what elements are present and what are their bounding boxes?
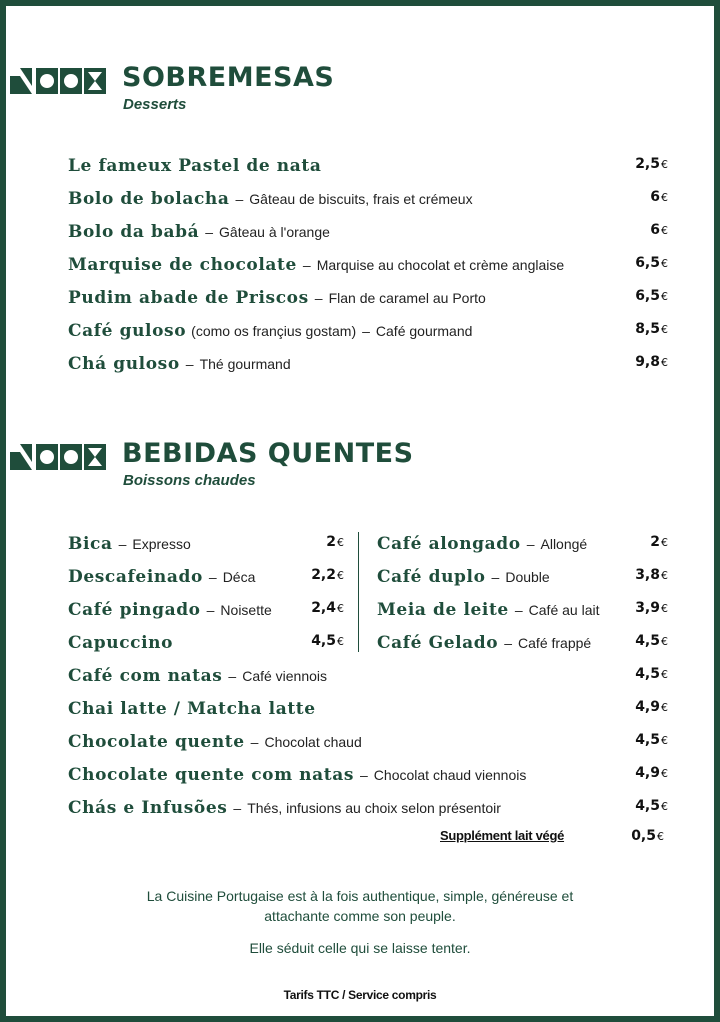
currency: € <box>337 536 344 549</box>
item-name: Café alongado <box>377 534 521 554</box>
menu-item <box>68 222 668 248</box>
item-separator: – <box>302 257 311 273</box>
azulejo-tiles-icon <box>10 444 106 470</box>
item-separator: – <box>235 191 244 207</box>
item-price <box>635 633 668 649</box>
price-value: 4,5 <box>635 732 660 748</box>
currency: € <box>337 602 344 615</box>
footer-tagline <box>66 886 654 926</box>
menu-item <box>377 633 668 659</box>
item-separator: – <box>526 536 535 552</box>
tarifs-note: Tarifs TTC / Service compris <box>283 988 437 1002</box>
price-value: 4,9 <box>635 765 660 781</box>
menu-item <box>68 732 668 758</box>
menu-item <box>68 288 668 314</box>
item-price <box>635 288 668 304</box>
currency: € <box>337 569 344 582</box>
item-description: Café viennois <box>242 668 328 684</box>
price-value: 6,5 <box>635 288 660 304</box>
currency: € <box>661 536 668 549</box>
price-value: 0,5 <box>631 828 656 844</box>
item-name: Chai latte / Matcha latte <box>68 699 316 719</box>
menu-item <box>68 699 668 725</box>
item-separator: – <box>504 635 513 651</box>
item-price <box>326 534 344 550</box>
item-price <box>311 600 344 616</box>
item-price <box>635 666 668 682</box>
menu-item <box>68 354 668 380</box>
item-description: Allongé <box>540 536 588 552</box>
item-description: Chocolat chaud viennois <box>373 767 527 783</box>
price-value: 2 <box>650 534 660 550</box>
price-value: 9,8 <box>635 354 660 370</box>
item-price <box>311 633 344 649</box>
column-divider <box>358 532 359 652</box>
item-price <box>311 567 344 583</box>
section-title: SOBREMESAS <box>122 62 335 93</box>
item-description: Double <box>505 569 550 585</box>
price-value: 6 <box>650 189 660 205</box>
item-note: (como os françius gostam) <box>191 323 357 339</box>
price-value: 4,5 <box>635 798 660 814</box>
section-title: BEBIDAS QUENTES <box>122 438 414 469</box>
menu-item <box>68 666 668 692</box>
item-description: Thé gourmand <box>199 356 291 372</box>
item-separator: – <box>185 356 194 372</box>
item-description: Noisette <box>220 602 272 618</box>
item-name: Café com natas <box>68 666 223 686</box>
section-subtitle: Boissons chaudes <box>123 472 256 489</box>
item-separator: – <box>228 668 237 684</box>
item-description: Café gourmand <box>375 323 473 339</box>
item-price <box>635 699 668 715</box>
item-price <box>635 255 668 271</box>
item-description: Expresso <box>132 536 191 552</box>
item-description: Marquise au chocolat et crème anglaise <box>316 257 565 273</box>
item-name: Chocolate quente <box>68 732 245 752</box>
price-value: 2,5 <box>635 156 660 172</box>
item-price <box>635 156 668 172</box>
item-separator: – <box>118 536 127 552</box>
item-price <box>650 189 668 205</box>
item-name: Descafeinado <box>68 567 203 587</box>
item-name: Chás e Infusões <box>68 798 228 818</box>
currency: € <box>337 635 344 648</box>
item-name: Le fameux Pastel de nata <box>68 156 322 176</box>
item-description: Chocolat chaud <box>264 734 362 750</box>
price-value: 2,4 <box>311 600 336 616</box>
currency: € <box>661 800 668 813</box>
footer-line: La Cuisine Portugaise est à la fois authentique, simple, généreuse et <box>146 888 574 904</box>
item-name: Café pingado <box>68 600 201 620</box>
currency: € <box>661 602 668 615</box>
price-value: 4,5 <box>635 633 660 649</box>
item-price <box>635 354 668 370</box>
item-description: Café frappé <box>518 635 592 651</box>
item-name: Café duplo <box>377 567 486 587</box>
price-value: 2 <box>326 534 336 550</box>
item-separator: – <box>314 290 323 306</box>
section-subtitle: Desserts <box>123 96 187 113</box>
menu-item <box>68 156 668 182</box>
footer-tagline-2: Elle séduit celle qui se laisse tenter. <box>249 940 471 956</box>
price-value: 6,5 <box>635 255 660 271</box>
item-separator: – <box>250 734 259 750</box>
item-separator: – <box>514 602 523 618</box>
item-description: Gâteau de biscuits, frais et crémeux <box>249 191 473 207</box>
item-separator: – <box>362 323 370 339</box>
currency: € <box>657 830 664 843</box>
item-name: Capuccino <box>68 633 174 653</box>
footer-line: attachante comme son peuple. <box>264 908 456 924</box>
item-name: Bica <box>68 534 113 554</box>
item-price <box>635 765 668 781</box>
menu-item <box>68 567 344 593</box>
item-name: Café guloso <box>68 321 187 341</box>
item-description: Café au lait <box>528 602 600 618</box>
menu-item <box>68 255 668 281</box>
currency: € <box>661 257 668 270</box>
currency: € <box>661 290 668 303</box>
currency: € <box>661 767 668 780</box>
currency: € <box>661 158 668 171</box>
menu-item <box>377 600 668 626</box>
item-price <box>635 321 668 337</box>
currency: € <box>661 701 668 714</box>
item-name: Bolo da babá <box>68 222 200 242</box>
price-value: 3,8 <box>635 567 660 583</box>
item-description: Flan de caramel au Porto <box>328 290 486 306</box>
supplement-label: Supplément lait végé <box>440 828 565 843</box>
item-price <box>650 534 668 550</box>
item-description: Thés, infusions au choix selon présentoir <box>247 800 501 816</box>
price-value: 2,2 <box>311 567 336 583</box>
item-name: Meia de leite <box>377 600 509 620</box>
currency: € <box>661 224 668 237</box>
item-description: Gâteau à l'orange <box>219 224 330 240</box>
item-price <box>635 798 668 814</box>
menu-item <box>68 189 668 215</box>
price-value: 8,5 <box>635 321 660 337</box>
item-price <box>635 567 668 583</box>
menu-item <box>68 600 344 626</box>
item-description: Déca <box>222 569 256 585</box>
menu-item <box>68 798 668 824</box>
item-name: Chá guloso <box>68 354 180 374</box>
menu-item <box>68 321 668 347</box>
item-price <box>650 222 668 238</box>
menu-item <box>377 567 668 593</box>
currency: € <box>661 668 668 681</box>
price-value: 6 <box>650 222 660 238</box>
item-name: Chocolate quente com natas <box>68 765 354 785</box>
item-price <box>635 600 668 616</box>
item-separator: – <box>205 224 214 240</box>
menu-item <box>377 534 668 560</box>
price-value: 4,9 <box>635 699 660 715</box>
item-name: Bolo de bolacha <box>68 189 230 209</box>
item-name: Café Gelado <box>377 633 499 653</box>
item-name: Marquise de chocolate <box>68 255 297 275</box>
supplement-price <box>631 828 664 844</box>
currency: € <box>661 356 668 369</box>
currency: € <box>661 734 668 747</box>
currency: € <box>661 191 668 204</box>
price-value: 4,5 <box>311 633 336 649</box>
menu-item <box>68 765 668 791</box>
item-price <box>635 732 668 748</box>
azulejo-tiles-icon <box>10 68 106 94</box>
price-value: 4,5 <box>635 666 660 682</box>
item-separator: – <box>491 569 500 585</box>
currency: € <box>661 569 668 582</box>
item-separator: – <box>360 767 368 783</box>
currency: € <box>661 635 668 648</box>
menu-item <box>68 633 344 659</box>
item-name: Pudim abade de Priscos <box>68 288 309 308</box>
price-value: 3,9 <box>635 600 660 616</box>
currency: € <box>661 323 668 336</box>
item-separator: – <box>233 800 242 816</box>
item-separator: – <box>208 569 217 585</box>
menu-item <box>68 534 344 560</box>
item-separator: – <box>206 602 215 618</box>
